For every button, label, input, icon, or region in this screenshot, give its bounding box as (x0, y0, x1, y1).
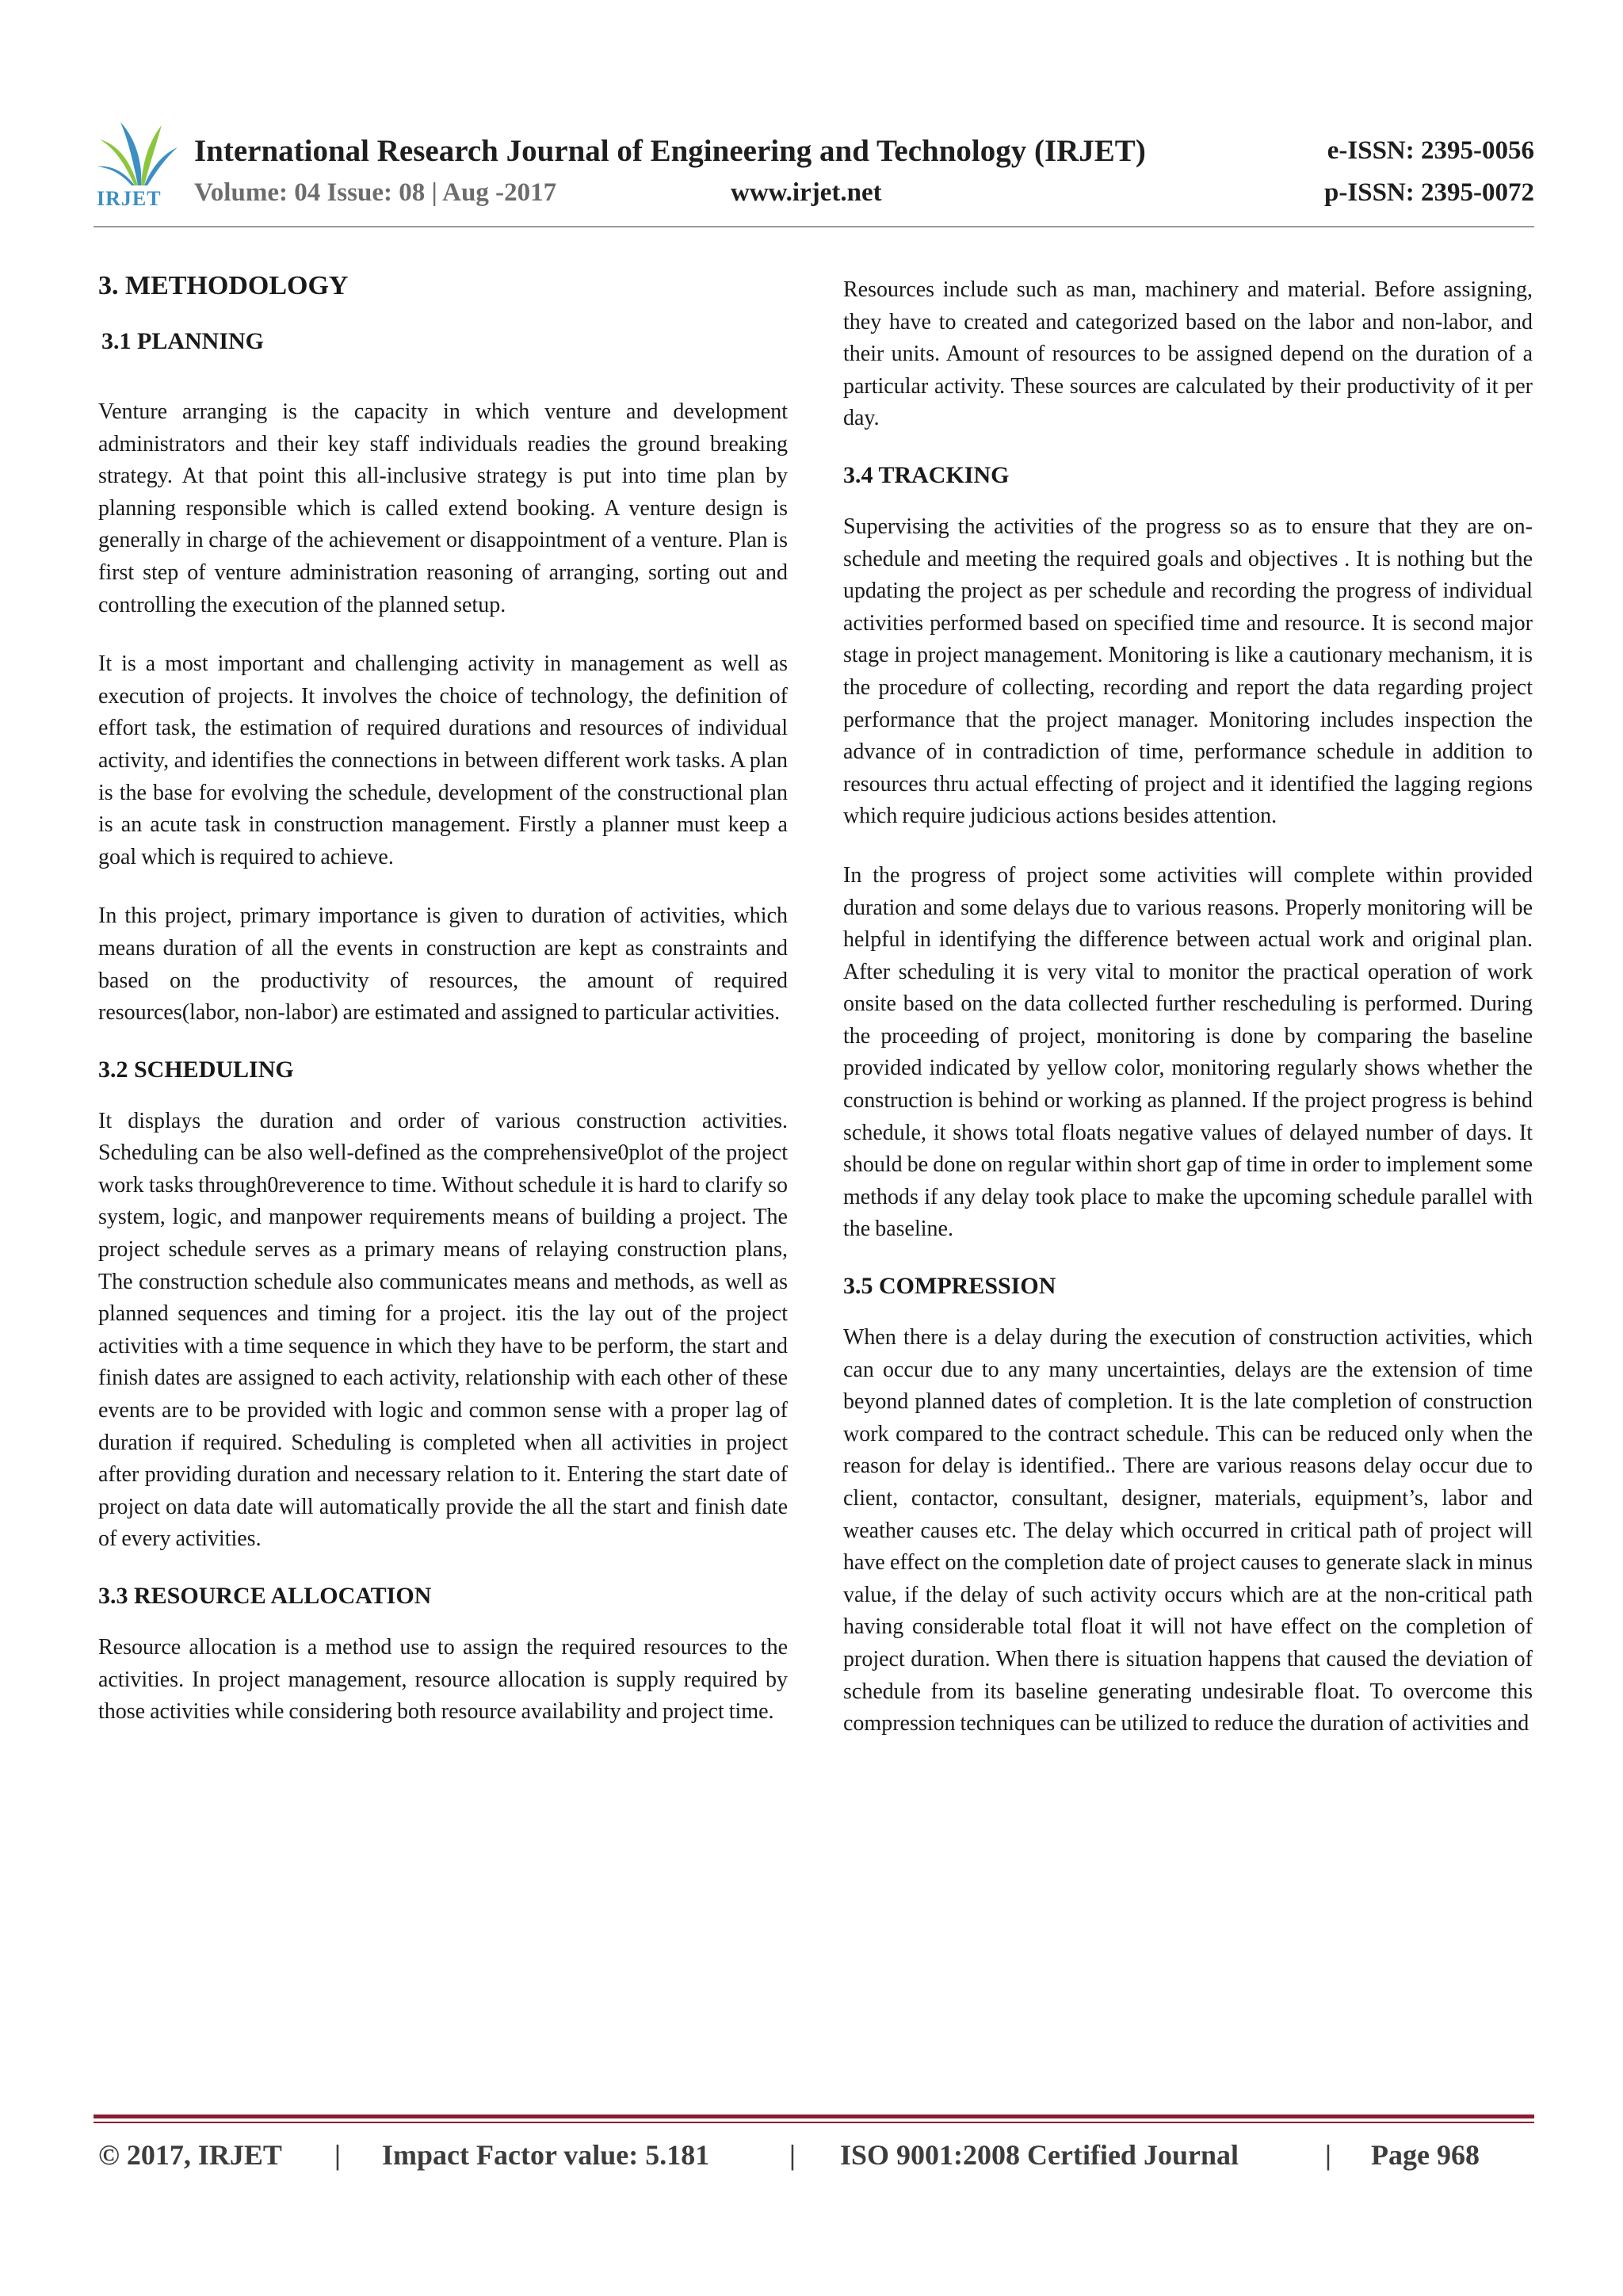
volume-info: Volume: 04 Issue: 08 | Aug -2017 (194, 178, 557, 207)
page-footer (98, 2138, 1534, 2178)
right-column (843, 274, 1533, 1767)
p-issn: p-ISSN: 2395-0072 (1324, 178, 1534, 207)
footer-separator: | (1325, 2139, 1331, 2171)
footer-iso-certification: ISO 9001:2008 Certified Journal (840, 2139, 1239, 2171)
logo-leaf-icon (94, 117, 181, 189)
resource-allocation-paragraph-1: Resource allocation is a method use to assign the required resources to the activities. In project management, resource allocation is supply required by those activities while considering both resource availability and project time. (98, 1635, 788, 1725)
heading-compression: 3.5 COMPRESSION (843, 1273, 1056, 1300)
section-title-methodology: 3. METHODOLOGY (98, 271, 349, 300)
planning-paragraph-2: It is a most important and challenging activity in management as well as execution of projects. It involves the choice of technology, the definition of effort task, the estimation of required durations and resources of individual activity, and identifies the connections in between different work tasks. A plan is the base for evolving the schedule, development of the constructional plan is an acute task in construction management. Firstly a planner must keep a goal which is required to achieve. (98, 651, 788, 869)
footer-separator: | (789, 2139, 796, 2171)
footer-impact-factor: Impact Factor value: 5.181 (382, 2139, 710, 2171)
heading-planning: 3.1 PLANNING (101, 328, 265, 354)
tracking-paragraph-1: Supervising the activities of the progress so as to ensure that they are on-schedule and meeting the required goals and objectives . It is nothing but the updating the project as per schedule and recording the progress of individual activities performed based on specified time and resource. It is second major stage in project management. Monitoring is like a cautionary mechanism, it is the procedure of collecting, recording and report the data regarding project performance that the project manager. Monitoring includes inspection the advance of in contradiction of time, performance schedule in addition to resources thru actual effecting of project and it identified the lagging regions which require judicious actions besides attention. (843, 514, 1533, 829)
footer-page-number: Page 968 (1371, 2139, 1480, 2171)
footer-divider-thin (94, 2122, 1534, 2123)
logo-text: IRJET (97, 187, 162, 210)
header-divider (94, 226, 1534, 227)
page-header (0, 0, 1623, 238)
journal-title: International Research Journal of Engineering and Technology (IRJET) (194, 134, 1146, 168)
planning-paragraph-3: In this project, primary importance is given to duration of activities, which means duration of all the events in construction are kept as constraints and based on the productivity of resources, the amount of required resources(labor, non-labor) are estimated and assigned to particular activities. (98, 904, 788, 1026)
irjet-logo (94, 117, 181, 212)
planning-paragraph-1: Venture arranging is the capacity in which venture and development administrators and their key staff individuals readies the ground breaking strategy. At that point this all-inclusive strategy is put into time plan by planning responsible which is called extend booking. A venture design is generally in charge of the achievement or disappointment of a venture. Plan is first step of venture administration reasoning of arranging, sorting out and controlling the execution of the planned setup. (98, 399, 788, 617)
footer-divider-thick (94, 2115, 1534, 2118)
resource-allocation-continued: Resources include such as man, machinery and material. Before assigning, they have to created and categorized based on the labor and non-labor, and their units. Amount of resources to be assigned depend on the duration of a particular activity. These sources are calculated by their productivity of it per day. (843, 277, 1533, 431)
heading-resource-allocation: 3.3 RESOURCE ALLOCATION (98, 1583, 432, 1609)
footer-copyright: © 2017, IRJET (98, 2139, 282, 2171)
left-column (98, 271, 788, 1755)
heading-tracking: 3.4 TRACKING (843, 461, 1010, 488)
heading-scheduling: 3.2 SCHEDULING (98, 1056, 294, 1083)
e-issn: e-ISSN: 2395-0056 (1327, 136, 1534, 165)
footer-separator: | (334, 2139, 341, 2171)
scheduling-paragraph-1: It displays the duration and order of various construction activities. Scheduling can be also well-defined as the comprehensive0plot of the project work tasks through0reverence to time. Without schedule it is hard to clarify so system, logic, and manpower requirements means of building a project. The project schedule serves as a primary means of relaying construction plans, The construction schedule also communicates means and methods, as well as planned sequences and timing for a project. itis the lay out of the project activities with a time sequence in which they have to be perform, the start and finish dates are assigned to each activity, relationship with each other of these events are to be provided with logic and common sense with a proper lag of duration if required. Scheduling is completed when all activities in project after providing duration and necessary relation to it. Entering the start date of project on data date will automatically provide the all the start and finish date of every activities. (98, 1108, 788, 1552)
website-link[interactable]: www.irjet.net (731, 178, 882, 207)
tracking-paragraph-2: In the progress of project some activities will complete within provided duration and some delays due to various reasons. Properly monitoring will be helpful in identifying the difference between actual work and original plan. After scheduling it is very vital to monitor the practical operation of work onsite based on the data collected further rescheduling is performed. During the proceeding of project, monitoring is done by comparing the baseline provided indicated by yellow color, monitoring regularly shows whether the construction is behind or working as planned. If the project progress is behind schedule, it shows total floats negative values of delayed number of days. It should be done on regular within short gap of time in order to implement some methods if any delay took place to make the upcoming schedule parallel with the baseline. (843, 862, 1533, 1242)
compression-paragraph-1: When there is a delay during the execution of construction activities, which can occur due to any many uncertainties, delays are the extension of time beyond planned dates of completion. It is the late completion of construction work compared to the contract schedule. This can be reduced only when the reason for delay is identified.. There are various reasons delay occur due to client, contactor, consultant, designer, materials, equipment’s, labor and weather causes etc. The delay which occurred in critical path of project will have effect on the completion date of project causes to generate slack in minus value, if the delay of such activity occurs which are at the non-critical path having considerable total float it will not have effect on the completion of project duration. When there is situation happens that caused the deviation of schedule from its baseline generating undesirable float. To overcome this compression techniques can be utilized to reduce the duration of activities and (843, 1325, 1533, 1736)
